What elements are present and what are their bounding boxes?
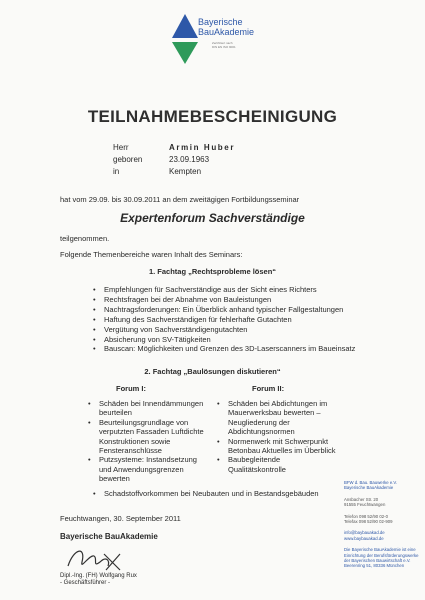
day2-title: 2. Fachtag „Baulösungen diskutieren“	[144, 367, 281, 376]
list-item: • Schadstoffvorkommen bei Neubauten und in Bestandsgebäuden	[93, 489, 393, 499]
place-label: in	[113, 167, 120, 176]
topics-intro: Folgende Themenbereiche waren Inhalt des Seminars:	[60, 250, 243, 259]
signer-block: Dipl.-Ing. (FH) Wolfgang Rux - Geschäftsführer -	[60, 573, 137, 586]
signature-icon	[64, 544, 134, 574]
forum1-title: Forum I:	[116, 384, 146, 393]
list-item: • Empfehlungen für Sachverständige aus der Sicht eines Richters	[93, 285, 393, 295]
forum1-list	[88, 399, 208, 484]
seminar-title: Expertenforum Sachverständige	[120, 211, 305, 225]
logo-line1: Bayerische	[198, 17, 243, 27]
certificate-title: TEILNAHMEBESCHEINIGUNG	[87, 107, 338, 126]
list-item: • Bauscan: Möglichkeiten und Grenzen des 3D-Laserscanners im Baueinsatz	[93, 344, 393, 354]
birth-place: Kempten	[169, 167, 202, 176]
participant-block	[113, 142, 235, 178]
salutation-label: Herr	[113, 143, 129, 152]
forum2-list	[217, 399, 337, 474]
birth-date: 23.09.1963	[169, 155, 210, 164]
sidebar-contact: BFW d. Bau. Bauwerke e.V. Bayerische BauAkademie Ansbacher Str. 20 91555 Feuchtwangen Telefon 098 52/90 02-0 Telefax 098 52/90 02-909 info@baybauakad.de www.baybauakad.de Die Bayerische BauAkademie ist eine Einrichtung der Berufsförderungswerke der Bayerischen Bauwirtschaft e.V. Beerenring 51, 80336 München	[344, 480, 419, 569]
list-item: • Baubegleitende Qualitätskontrolle	[217, 455, 337, 474]
date-line: Feuchtwangen, 30. September 2011	[60, 514, 181, 523]
day1-title: 1. Fachtag „Rechtsprobleme lösen“	[148, 267, 277, 276]
org-name: Bayerische BauAkademie	[60, 532, 158, 541]
forum2-title: Forum II:	[252, 384, 285, 393]
participated-text: teilgenommen.	[60, 234, 110, 243]
list-item: • Schäden bei Abdichtungen im Mauerwerksbau bewerten – Neugliederung der Abdichtungsnormen	[217, 399, 337, 437]
list-item: • Putzsysteme: Instandsetzung und Anwendungsgrenzen bewerten	[88, 455, 208, 483]
logo-line2: BauAkademie	[198, 27, 255, 37]
born-label: geboren	[113, 155, 143, 164]
list-item: • Rechtsfragen bei der Abnahme von Bauleistungen	[93, 295, 393, 305]
day1-list	[93, 285, 393, 354]
list-item: • Nachtragsforderungen: Ein Überblick anhand typischer Fallgestaltungen	[93, 305, 393, 315]
list-item: • Schäden bei Innendämmungen beurteilen	[88, 399, 208, 418]
list-item: • Absicherung von SV-Tätigkeiten	[93, 335, 393, 345]
list-item: • Normenwerk mit Schwerpunkt Betonbau Aktuelles im Überblick	[217, 437, 337, 456]
list-item: • Beurteilungsgrundlage von verputzten Fassaden Luftdichte Konstruktionen sowie Fensteranschlüsse	[88, 418, 208, 456]
list-item: • Haftung des Sachverständigen für fehlerhafte Gutachten	[93, 315, 393, 325]
participant-name: Armin Huber	[169, 143, 236, 152]
intro-text: hat vom 29.09. bis 30.09.2011 an dem zweitägigen Fortbildungsseminar	[60, 195, 300, 204]
logo-tagline: Zertifiziert nach DIN EN ISO 9001	[212, 41, 236, 49]
list-item: • Vergütung von Sachverständigengutachten	[93, 325, 393, 335]
